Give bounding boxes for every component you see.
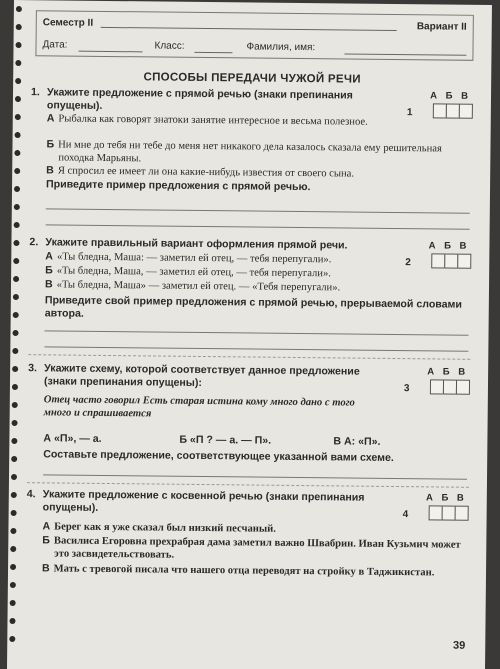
task-question: Укажите предложение с косвенной речью (знаки препинания опущены). — [42, 488, 365, 514]
option-b: Б «Ты бледна, Маша, — заметил ей отец, — тебя перепугали». — [45, 264, 332, 280]
option-b: Б Василиса Егоровна прехрабрая дама заметил важно Швабрин. Иван Кузьмич может это засвидетельствовать. — [42, 534, 461, 561]
date-field[interactable] — [78, 51, 142, 53]
class-label: Класс: — [154, 40, 185, 52]
header-box — [35, 10, 473, 61]
scheme-a: А «П», — а. — [43, 432, 102, 445]
task-prompt: Приведите свой пример предложения с прямой речью, прерываемой словами автора. — [44, 294, 463, 320]
task-question: Укажите схему, которой соответствует данное предложение (знаки препинания опущены): — [43, 362, 360, 389]
spiral-binding — [7, 6, 24, 656]
task-number: 2. — [29, 236, 39, 249]
task-prompt: Приведите пример предложения с прямой речью. — [46, 178, 311, 194]
answer-box[interactable]: А Б В 2 — [405, 240, 470, 269]
variant-label: Вариант II — [416, 21, 467, 33]
option-v: В Мать с тревогой писала что нашего отца переводят на стройку в Таджикистан. — [41, 562, 435, 579]
date-label: Дата: — [42, 39, 68, 51]
name-label: Фамилия, имя: — [246, 41, 316, 54]
task-number: 1. — [30, 86, 40, 99]
semester-label: Семестр II — [42, 17, 94, 29]
divider — [27, 482, 469, 488]
task-4 — [26, 488, 469, 609]
option-v: В «Ты бледна, Маша» — заметил ей отец. — «Тебя перепугали». — [44, 278, 341, 294]
option-a: А «Ты бледна, Маша: — заметил ей отец, — тебя перепугали». — [45, 250, 332, 266]
scheme-v: В А: «П». — [333, 435, 381, 448]
answer-box[interactable]: А Б В 1 — [406, 90, 472, 119]
scheme-options — [43, 432, 465, 449]
answer-cell-v[interactable] — [456, 380, 470, 395]
option-v: В Я спросил ее имеет ли она какие-нибудь известия от своего сына. — [46, 164, 355, 180]
answer-box[interactable]: А Б В 4 — [402, 492, 467, 521]
task-question: Укажите предложение с прямой речью (знаки препинания опущены). — [46, 86, 353, 112]
worksheet-page — [7, 0, 492, 669]
answer-cell-v[interactable] — [455, 506, 469, 521]
class-field[interactable] — [194, 52, 232, 53]
name-field[interactable] — [344, 53, 466, 55]
task-3 — [27, 362, 470, 479]
task-number: 3. — [28, 362, 38, 375]
task-question: Укажите правильный вариант оформления прямой речи. — [45, 236, 348, 252]
option-a: А Рыбалка как говорят знатоки занятие интересное и весьма полезное. — [46, 112, 368, 128]
page-title: СПОСОБЫ ПЕРЕДАЧИ ЧУЖОЙ РЕЧИ — [143, 71, 361, 86]
page-number: 39 — [452, 639, 466, 652]
task-prompt: Составьте предложение, соответствующее указанной вами схеме. — [43, 448, 394, 465]
option-a: А Берег как я уже сказал был низкий песчаный. — [42, 520, 276, 535]
answer-box[interactable]: А Б В 3 — [403, 366, 469, 395]
task-sentence: Отец часто говорил Есть старая истина кому много дано с того много и спрашивается — [43, 394, 355, 420]
scheme-b: Б «П ? — а. — П». — [179, 433, 272, 447]
option-b: Б Ни мне до тебя ни тебе до меня нет никакого дела казалось сказала ему решительная походка Марьяны. — [46, 138, 442, 164]
divider — [28, 354, 470, 360]
task-number: 4. — [26, 488, 36, 501]
